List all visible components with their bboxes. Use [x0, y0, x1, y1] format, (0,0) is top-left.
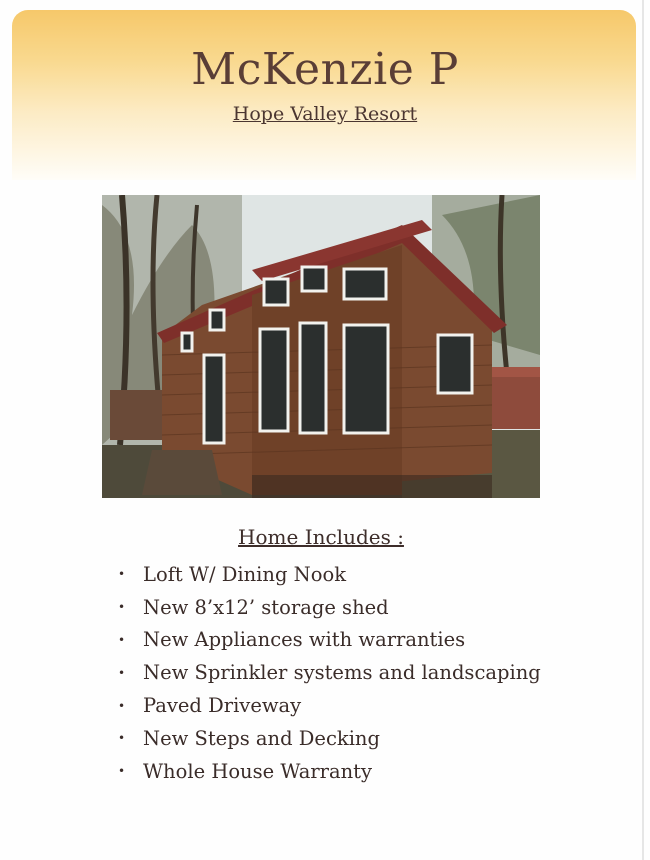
bullet-icon: •: [118, 567, 126, 582]
list-item: [118, 624, 541, 657]
bullet-icon: •: [118, 698, 126, 713]
bullet-icon: •: [118, 600, 126, 615]
header-band: [12, 10, 636, 180]
feature-text: Whole House Warranty: [143, 759, 373, 783]
location-subtitle: Hope Valley Resort: [232, 103, 418, 125]
feature-text: New Appliances with warranties: [143, 628, 466, 652]
feature-text: Paved Driveway: [143, 694, 302, 718]
page-title: McKenzie P: [191, 44, 459, 95]
includes-heading: Home Includes :: [238, 525, 404, 549]
feature-text: New Sprinkler systems and landscaping: [143, 661, 541, 685]
bullet-icon: •: [118, 764, 126, 779]
list-item: [118, 656, 541, 689]
page-edge: [642, 0, 644, 860]
list-item: [118, 689, 541, 722]
bullet-icon: •: [118, 731, 126, 746]
house-photo: [102, 195, 540, 498]
list-item: [118, 755, 541, 788]
feature-list: [118, 558, 541, 788]
feature-text: Loft W/ Dining Nook: [143, 562, 347, 586]
bullet-icon: •: [118, 632, 126, 647]
feature-text: New 8’x12’ storage shed: [143, 595, 389, 619]
feature-text: New Steps and Decking: [143, 726, 380, 750]
list-item: [118, 591, 541, 624]
bullet-icon: •: [118, 665, 126, 680]
list-item: [118, 722, 541, 755]
list-item: [118, 558, 541, 591]
